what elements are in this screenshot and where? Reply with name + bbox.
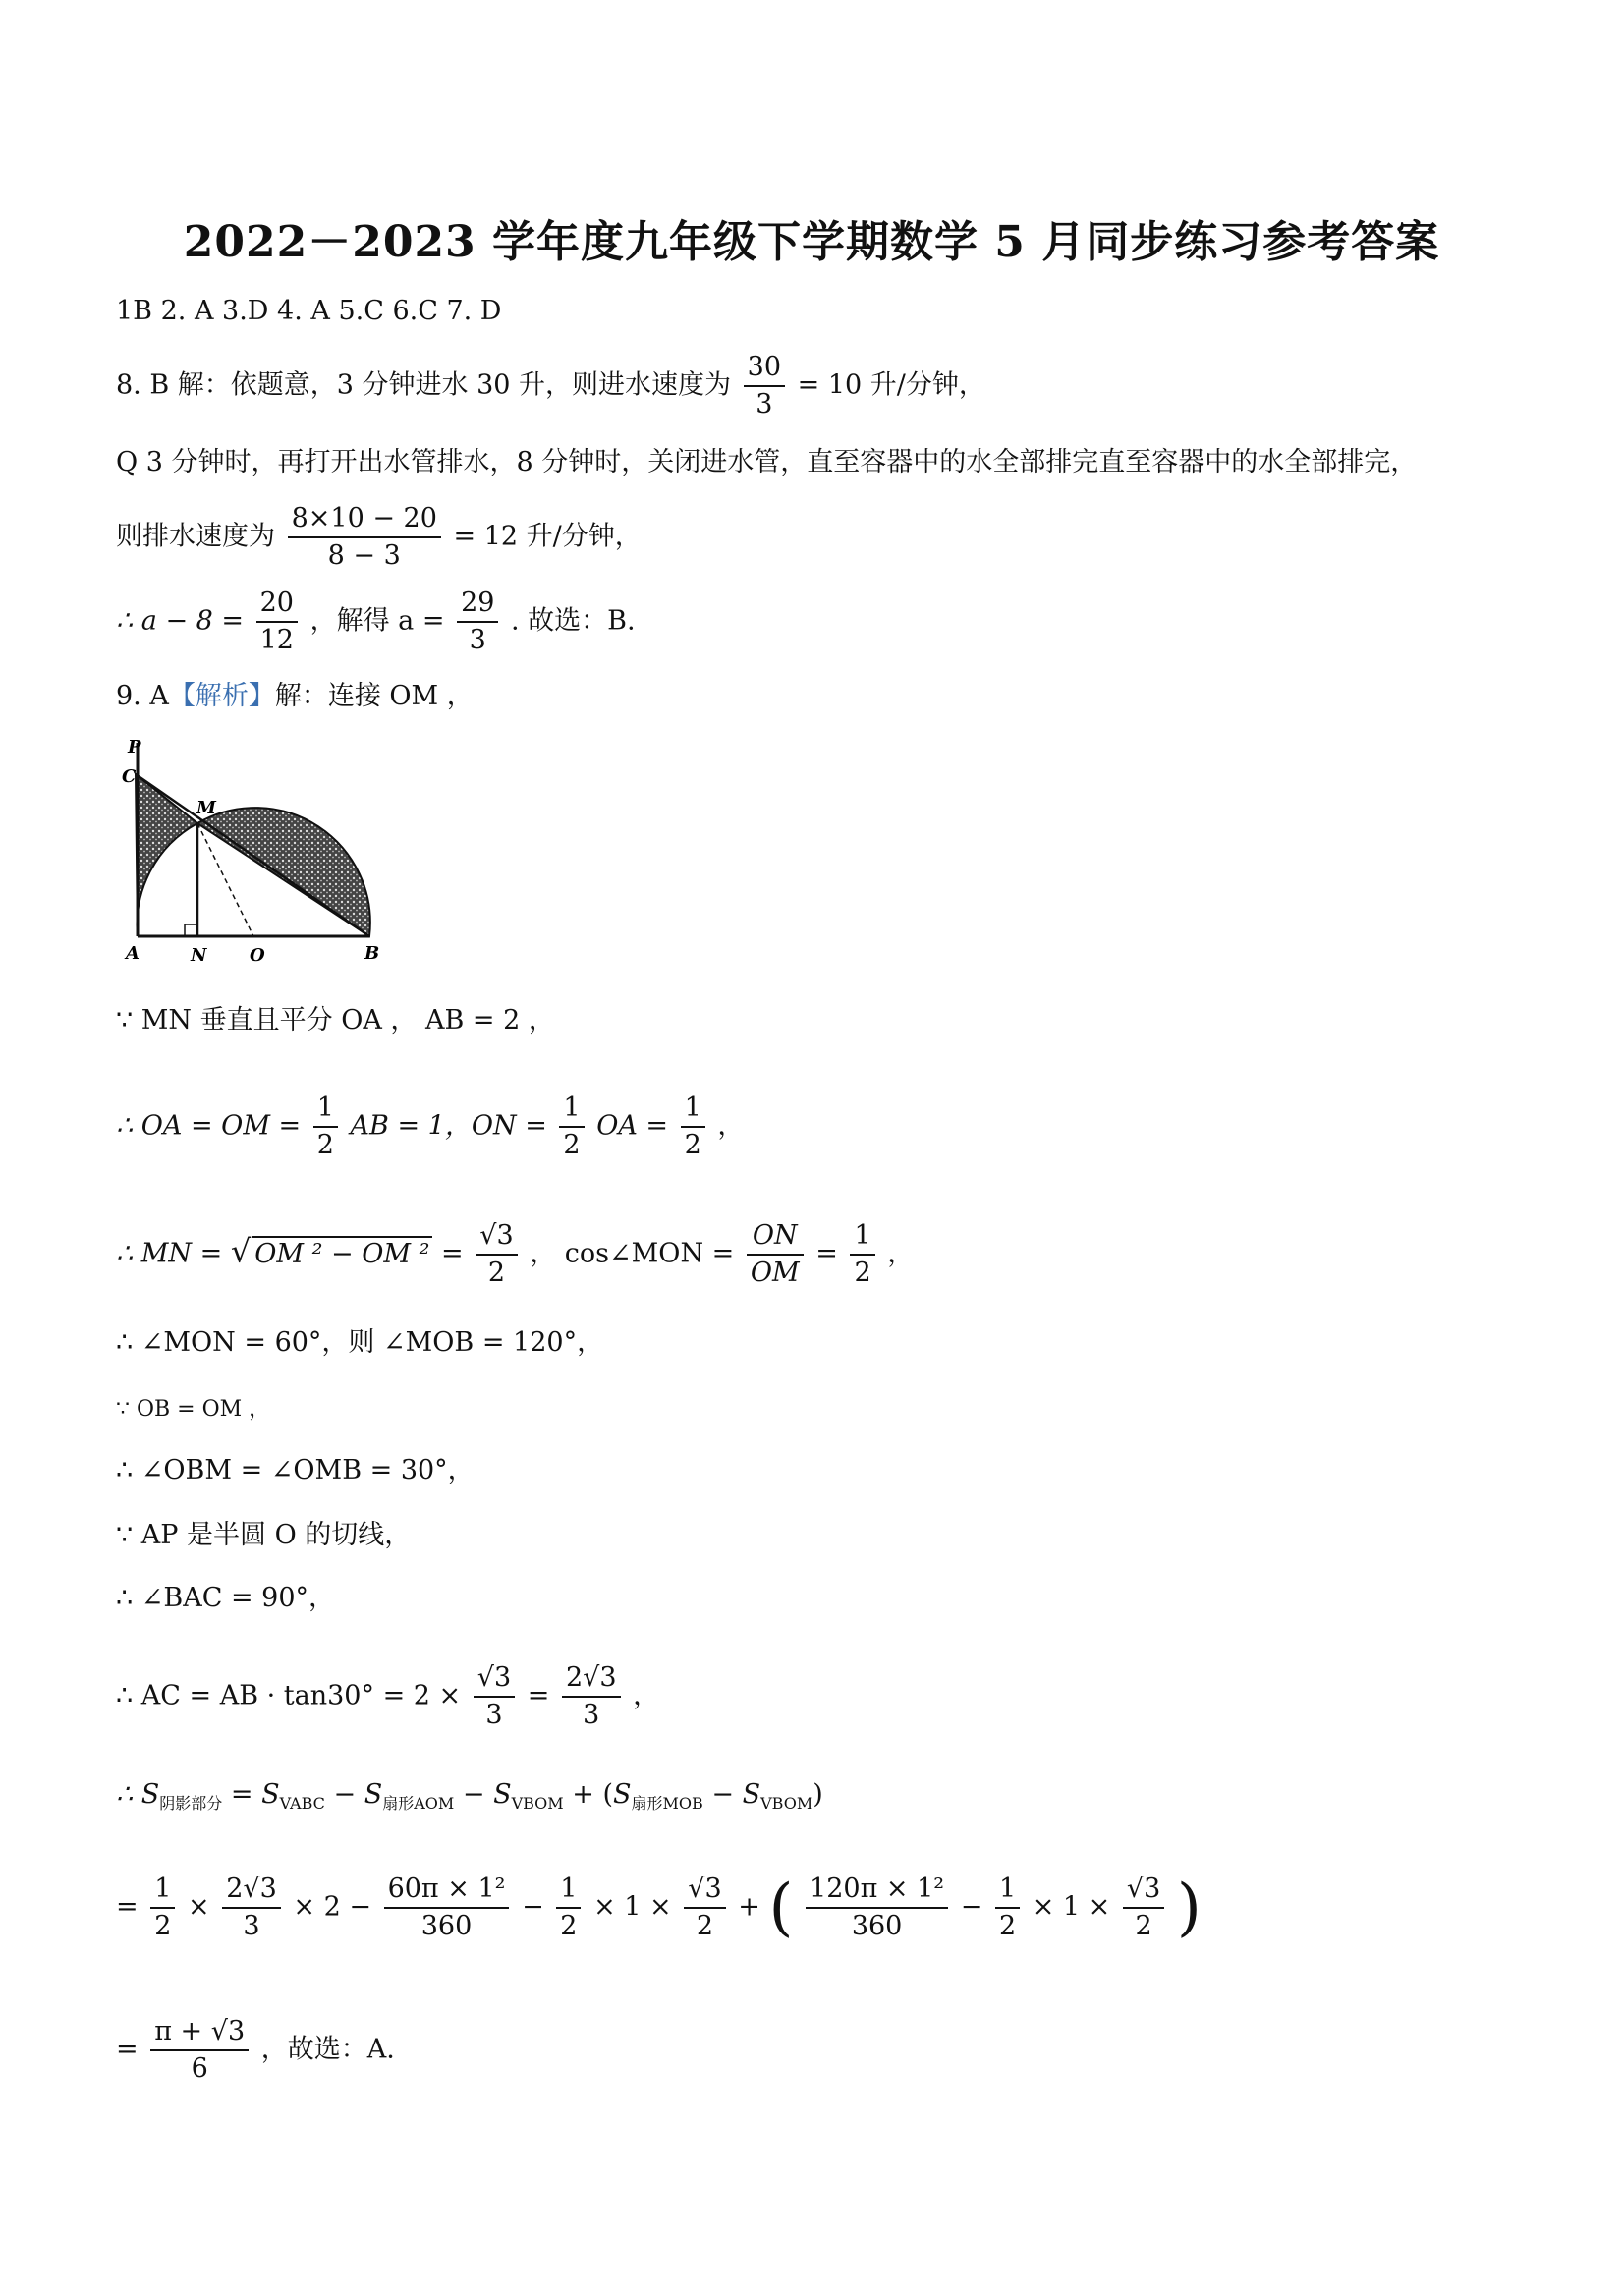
q9-step12: = $\frac{\pi + √3}{6}$ ，故选：A. bbox=[116, 2016, 395, 2084]
q9-step10: ∴ $S_{阴影部分} = S_{VABC} - S_{扇形AOM} - S_{VBOM} + (S_{扇形MOB} - S_{VBOM})$ bbox=[116, 1779, 823, 1813]
fraction-29-3: $\frac{29}{3}$ bbox=[457, 586, 498, 658]
right-angle-mark bbox=[185, 924, 197, 936]
analysis-link[interactable]: 【解析】 bbox=[168, 681, 275, 711]
geometry-figure bbox=[116, 735, 401, 967]
svg-text:P: P bbox=[128, 737, 141, 757]
fraction-30-3: $\frac{30}{3}$ bbox=[744, 350, 785, 422]
q8-line1-result: = 10 升/分钟， bbox=[797, 369, 985, 401]
q9-step8: ∴ ∠BAC = 90°， bbox=[116, 1583, 336, 1613]
answers-line: 1B 2. A 3.D 4. A 5.C 6.C 7. D bbox=[116, 296, 502, 326]
q8-line3-text: 则排水速度为 bbox=[116, 521, 275, 552]
q8-answer: . 故选：B. bbox=[511, 605, 636, 637]
q9-intro: 解：连接 OM ， bbox=[274, 681, 474, 711]
svg-text:C: C bbox=[122, 766, 137, 787]
svg-text:M: M bbox=[196, 798, 216, 818]
q9-step11: = $\frac{1}{2}$ × $\frac{2√3}{3}$ × 2 − $\frac{\text{60π × 1²}}{360}$ − $\frac{1}{2}$ × 1 × $\frac{√3}{2}$ + ( $\frac{\text{120π × 1²}}{360}$ − $\frac{1}{2}$ × 1 × $\frac{√3}{2}$ ) bbox=[116, 1872, 1202, 1944]
q9-step6: ∴ ∠OBM = ∠OMB = 30°， bbox=[116, 1455, 475, 1485]
shaded-region-right bbox=[197, 808, 370, 936]
fraction-20-12: $\frac{20}{12}$ bbox=[256, 586, 298, 658]
q8-line2: Q 3 分钟时，再打开出水管排水，8 分钟时，关闭进水管，直至容器中的水全部排完直至容器中的水全部排完， bbox=[116, 447, 1418, 477]
fraction-drain: $\frac{8\times 10 - 20}{8 - 3}$ bbox=[288, 501, 441, 574]
q8-line3-result: = 12 升/分钟， bbox=[453, 521, 642, 552]
svg-text:N: N bbox=[191, 945, 207, 966]
q8-line1-text: 8. B 解：依题意，3 分钟进水 30 升，则进水速度为 bbox=[116, 369, 732, 401]
q9-step9: ∴ AC = AB · tan30° = 2 × $\frac{√3}{3}$ = $\frac{2√3}{3}$ ， bbox=[116, 1662, 660, 1730]
q9-step5: ∵ OB = OM ， bbox=[116, 1397, 271, 1422]
q9-step7: ∵ AP 是半圆 O 的切线， bbox=[116, 1520, 412, 1550]
q8-line4 bbox=[116, 586, 636, 658]
q9-step3: ∴ MN = √ OM ² − OM ² = $\frac{√3}{2}$ ， cos∠MON = $\frac{ON}{OM}$ = $\frac{1}{2}$ ， bbox=[116, 1220, 915, 1288]
page-title: 2022－2023 学年度九年级下学期数学 5 月同步练习参考答案 bbox=[183, 217, 1440, 267]
shaded-region-left bbox=[136, 774, 197, 936]
svg-text:A: A bbox=[126, 943, 140, 964]
q8-solve-text: ，解得 a = bbox=[309, 605, 445, 637]
svg-text:B: B bbox=[364, 943, 380, 964]
q8-equation: ∴ a − 8 = bbox=[116, 605, 245, 637]
q9-step2: ∴ OA = OM = $\frac{1}{2}$ AB = 1，ON = $\frac{1}{2}$ OA = $\frac{1}{2}$ ， bbox=[116, 1092, 745, 1160]
svg-text:O: O bbox=[250, 945, 265, 966]
q8-line1 bbox=[116, 350, 985, 422]
q9-number: 9. A bbox=[116, 681, 169, 711]
q9-step1: ∵ MN 垂直且平分 OA ， AB = 2 ， bbox=[116, 1005, 555, 1036]
q9-step4: ∴ ∠MON = 60°，则 ∠MOB = 120°， bbox=[116, 1327, 604, 1358]
q8-line3 bbox=[116, 501, 642, 574]
q9-head bbox=[116, 680, 474, 713]
